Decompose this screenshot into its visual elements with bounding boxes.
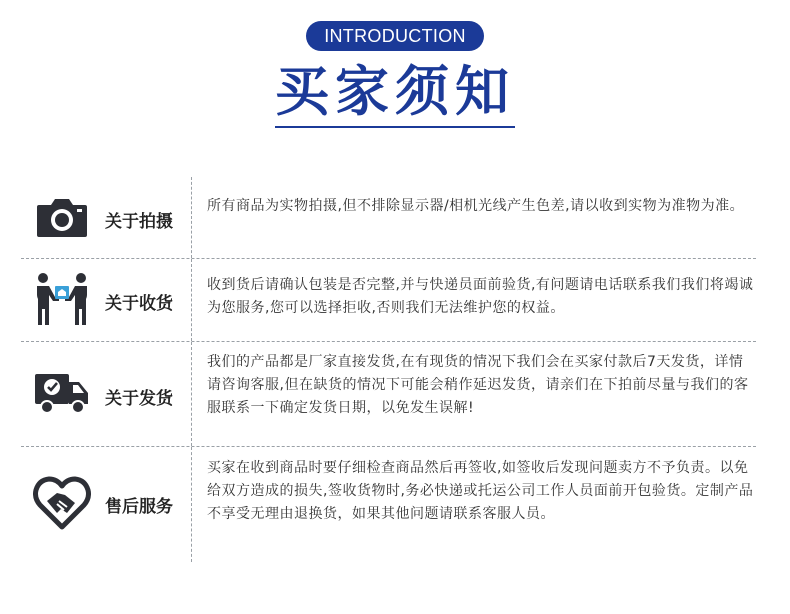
section-label: 关于发货 (105, 389, 173, 409)
delivery-truck-icon (33, 364, 91, 422)
section-shipping-header (21, 342, 191, 446)
dashed-divider (191, 177, 192, 258)
page-title: 买家须知 (275, 60, 515, 123)
section-text: 收到货后请确认包装是否完整,并与快递员面前验货,有问题请电话联系我们我们将竭诚为您服务,您可以选择拒收,否则我们无法维护您的权益。 (207, 277, 754, 316)
section-after-sales-header (21, 447, 191, 562)
dashed-divider (191, 259, 192, 341)
camera-icon (33, 189, 91, 247)
section-shipping (21, 342, 756, 446)
section-after-sales (21, 447, 756, 562)
delivery-handover-icon (33, 269, 91, 327)
introduction-badge: INTRODUCTION (306, 21, 484, 51)
section-text: 我们的产品都是厂家直接发货,在有现货的情况下我们会在买家付款后7天发货，详情请咨询客服,但在缺货的情况下可能会稍作延迟发货，请亲们在下拍前尽量与我们的客服联系一下确定发货日期，以免发生误解! (207, 354, 749, 416)
section-text: 买家在收到商品时要仔细检查商品然后再签收,如签收后发现问题卖方不予负责。以免给双方造成的损失,签收货物时,务必快递或托运公司工作人员面前开包验货。定制产品不享受无理由退换货，如果其他问题请联系客服人员。 (207, 460, 754, 522)
section-label: 关于拍摄 (105, 212, 173, 232)
section-shooting (21, 177, 756, 258)
section-label: 售后服务 (105, 497, 173, 517)
section-receiving (21, 259, 756, 341)
handshake-heart-icon (33, 473, 91, 531)
section-shooting-header (21, 177, 191, 258)
section-receiving-header (21, 259, 191, 341)
title-underline (275, 126, 515, 128)
dashed-divider (191, 447, 192, 562)
section-label: 关于收货 (105, 294, 173, 314)
dashed-divider (191, 342, 192, 446)
section-text: 所有商品为实物拍摄,但不排除显示器/相机光线产生色差,请以收到实物为准物为准。 (207, 198, 745, 214)
